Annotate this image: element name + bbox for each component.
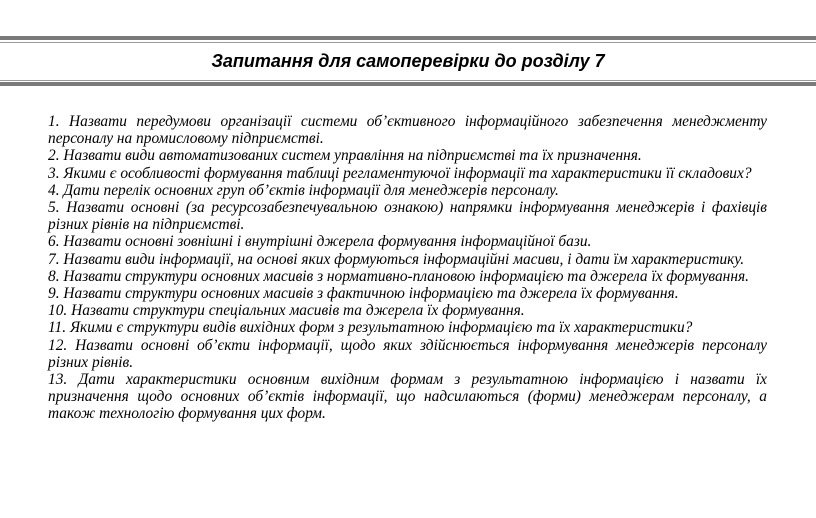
title-rule-bottom-thin bbox=[0, 80, 816, 81]
question-item-5: 5. Назвати основні (за ресурсозабезпечувальною ознакою) напрямки інформування менеджерів і фахівців різних рівнів на підприємстві. bbox=[48, 199, 767, 234]
question-item-9: 9. Назвати структури основних масивів з фактичною інформацією та джерела їх формування. bbox=[48, 285, 679, 303]
page-title: Запитання для самоперевірки до розділу 7 bbox=[211, 51, 605, 71]
question-item-6: 6. Назвати основні зовнішні і внутрішні джерела формування інформаційної бази. bbox=[48, 233, 592, 251]
question-item-13: 13. Дати характеристики основним вихідним формам з результатною інформацією і назвати їх призначення щодо основних об’єктів інформації, що надсилаються (форми) менеджерам персоналу, а також технологію формування цих форм. bbox=[48, 371, 767, 423]
question-item-10: 10. Назвати структури спеціальних масивів та джерела їх формування. bbox=[48, 302, 525, 320]
question-item-12: 12. Назвати основні об’єкти інформації, щодо яких здійснюється інформування менеджерів персоналу різних рівнів. bbox=[48, 336, 767, 371]
question-item-4: 4. Дати перелік основних груп об’єктів інформації для менеджерів персоналу. bbox=[48, 181, 559, 199]
question-list bbox=[48, 113, 767, 423]
title-rule-top-thin bbox=[0, 42, 816, 43]
title-rule-bottom-thick bbox=[0, 82, 816, 86]
title-rule-top-thick bbox=[0, 36, 816, 40]
question-item-8: 8. Назвати структури основних масивів з нормативно-плановою інформацією та джерела їх формування. bbox=[48, 267, 749, 285]
question-item-1: 1. Назвати передумови організації системи об’єктивного інформаційного забезпечення менеджменту персоналу на промисловому підприємстві. bbox=[48, 113, 767, 148]
question-item-2: 2. Назвати види автоматизованих систем управління на підприємстві та їх призначення. bbox=[48, 147, 642, 165]
question-item-7: 7. Назвати види інформації, на основі яких формуються інформаційні масиви, і дати їм характеристику. bbox=[48, 250, 745, 268]
question-item-11: 11. Якими є структури видів вихідних форм з результатною інформацією та їх характеристики? bbox=[48, 319, 693, 337]
question-item-3: 3. Якими є особливості формування таблиці регламентуючої інформації та характеристики її складових? bbox=[48, 164, 752, 182]
